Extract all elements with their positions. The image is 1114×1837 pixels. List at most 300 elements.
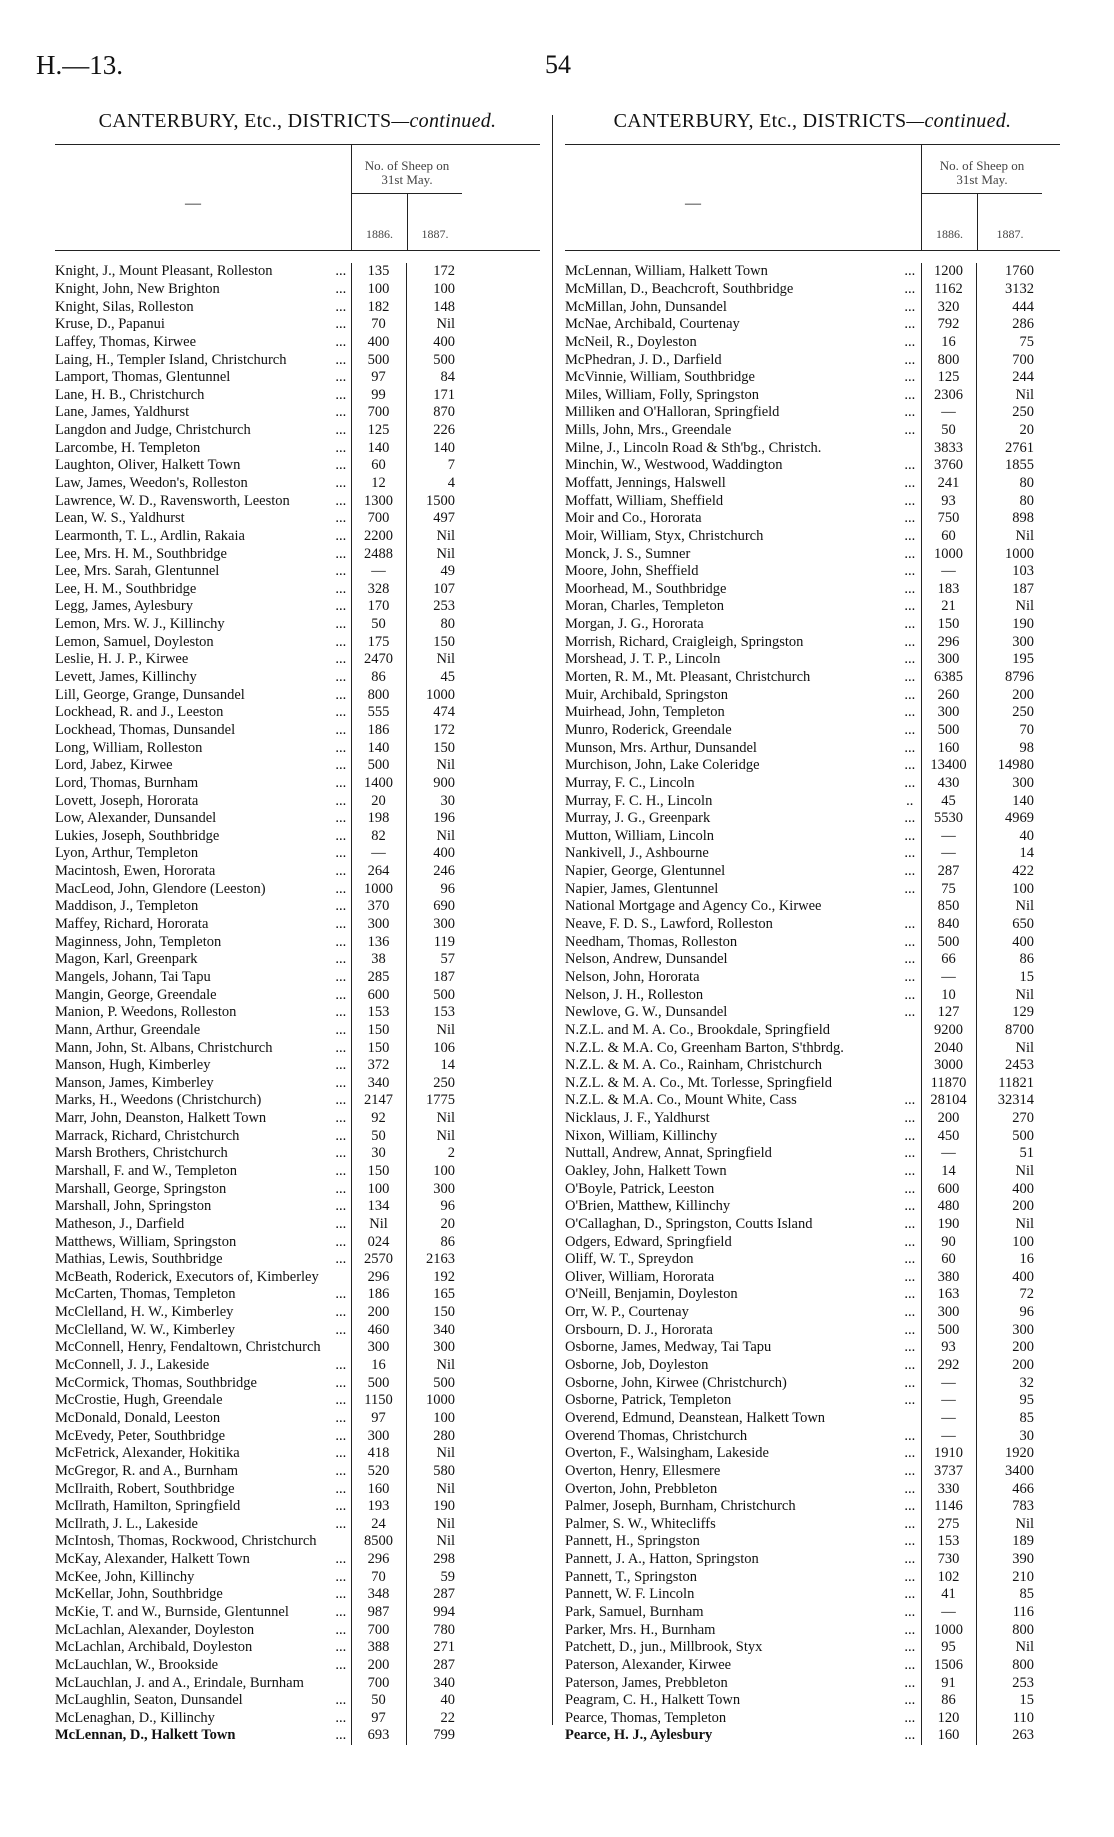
section-title [55,110,540,133]
table-row [55,969,461,987]
right-column [565,110,1060,1745]
table-row [565,545,1040,563]
sheep-1886-cell: 135 [351,263,406,281]
owner-name-cell: Monck, J. S., Sumner [565,545,691,562]
sheep-1887-cell: 119 [433,933,455,950]
owner-name-cell: Marshall, John, Springston [55,1198,212,1215]
sheep-table [565,263,1040,1745]
owner-name-cell: Minchin, W., Westwood, Waddington [565,457,783,474]
table-row [55,810,461,828]
table-row [55,1198,461,1216]
sheep-1886-cell: 380 [921,1269,976,1287]
sheep-1886-cell: 520 [351,1463,406,1481]
sheep-1886-cell: 600 [921,1180,976,1198]
sheep-1887-cell: Nil [436,545,455,562]
leader-dots-cell: ... [331,616,351,634]
leader-dots-cell: ... [331,704,351,722]
owner-name-cell: Pearce, Thomas, Templeton [565,1709,727,1726]
leader-dots-cell: ... [899,475,921,493]
owner-name-cell: O'Boyle, Patrick, Leeston [565,1180,715,1197]
owner-name-cell: Lamport, Thomas, Glentunnel [55,369,231,386]
owner-name-cell: Lemon, Samuel, Doyleston [55,633,214,650]
sheep-1886-cell: 136 [351,933,406,951]
sheep-1887-cell: 2761 [1005,439,1034,456]
sheep-1886-cell: — [921,1392,976,1410]
leader-dots-cell: ... [899,828,921,846]
sheep-1887-cell: 1000 [426,686,455,703]
sheep-1886-cell: — [921,1604,976,1622]
sheep-1887-cell: Nil [436,757,455,774]
sheep-1887-cell: 22 [440,1709,455,1726]
owner-name-cell: Long, William, Rolleston [55,739,203,756]
owner-name-cell: Knight, John, New Brighton [55,280,220,297]
owner-name-cell: McKie, T. and W., Burnside, Glentunnel [55,1604,289,1620]
sheep-1886-cell: 850 [921,898,976,916]
table-row [55,898,461,916]
owner-name-cell: Pannett, J. A., Hatton, Springston [565,1551,759,1568]
table-row [55,1339,461,1357]
sheep-1887-cell: 474 [433,704,455,721]
leader-dots-cell: ... [331,581,351,599]
owner-name-cell: Larcombe, H. Templeton [55,439,201,456]
sheep-1886-cell: 86 [921,1692,976,1710]
table-row [55,581,461,599]
sheep-1886-cell: 370 [351,898,406,916]
sheep-1886-cell: 99 [351,386,406,404]
owner-name-cell: Lee, Mrs. H. M., Southbridge [55,545,227,562]
sheep-1887-cell: 187 [1012,580,1034,597]
sheep-1887-cell: 799 [433,1727,455,1744]
sheep-1886-cell: 102 [921,1568,976,1586]
owner-name-cell: Lawrence, W. D., Ravensworth, Leeston [55,492,290,509]
sheep-1887-cell: 16 [1019,1251,1034,1268]
owner-name-cell: Peagram, C. H., Halkett Town [565,1692,741,1709]
sheep-count-label-line1: No. of Sheep on [364,158,450,173]
leader-dots-cell: ... [899,1339,921,1357]
leader-dots-cell: ... [331,1022,351,1040]
table-row [55,1515,461,1533]
owner-name-cell: Nuttall, Andrew, Annat, Springfield [565,1145,772,1162]
sheep-1887-cell: 250 [433,1074,455,1091]
table-row [55,986,461,1004]
leader-dots-cell: ... [331,1392,351,1410]
owner-name-cell: McConnell, Henry, Fendaltown, Christchurch [55,1339,321,1356]
table-row [55,334,461,352]
owner-name-cell: Laffey, Thomas, Kirwee [55,333,197,350]
table-row [55,1269,461,1287]
owner-name-cell: Marshall, F. and W., Templeton [55,1162,238,1179]
owner-name-cell: Paterson, James, Prebbleton [565,1674,728,1691]
table-row [55,757,461,775]
sheep-1887-cell: 11821 [998,1074,1034,1091]
sheep-1887-cell: Nil [436,316,455,333]
sheep-1887-cell: 171 [433,386,455,403]
table-row [565,1692,1040,1710]
owner-name-cell: Morten, R. M., Mt. Pleasant, Christchurch [565,669,811,686]
sheep-1886-cell: — [921,404,976,422]
leader-dots-cell: ... [899,880,921,898]
owner-name-cell: McKee, John, Killinchy [55,1568,195,1585]
table-row [565,1410,1040,1428]
leader-dots-cell: ... [899,1251,921,1269]
table-row [55,1180,461,1198]
sheep-1886-cell: 95 [921,1639,976,1657]
owner-name-cell: Lean, W. S., Yaldhurst [55,510,185,527]
sheep-1886-cell: 97 [351,1710,406,1728]
sheep-1887-cell: 80 [1019,475,1034,491]
leader-dots-cell [899,898,921,916]
leader-dots-cell: ... [331,545,351,563]
owner-name-cell: McLennan, D., Halkett Town [55,1727,236,1744]
sheep-1887-cell: 500 [433,986,455,1003]
table-row [55,1057,461,1075]
leader-dots-cell: ... [899,1568,921,1586]
owner-name-cell: Overton, Henry, Ellesmere [565,1462,721,1479]
sheep-1887-cell: 200 [1012,1198,1034,1215]
owner-name-cell: Nixon, William, Killinchy [565,1127,718,1144]
owner-name-cell: Nicklaus, J. F., Yaldhurst [565,1110,710,1127]
owner-name-cell: Laughton, Oliver, Halkett Town [55,457,241,474]
sheep-1887-cell: 1000 [426,1392,455,1409]
sheep-1887-cell: 80 [1019,492,1034,509]
sheep-1886-cell: 160 [351,1480,406,1498]
leader-dots-cell: ... [331,1639,351,1657]
owner-name-cell: Marshall, George, Springston [55,1180,227,1197]
owner-name-cell: McLachlan, Archibald, Doyleston [55,1639,253,1656]
sheep-1886-cell: 92 [351,1110,406,1128]
sheep-1886-cell: 2147 [351,1092,406,1110]
sheep-count-label [922,159,1042,187]
sheep-1886-cell: 987 [351,1604,406,1622]
table-row [55,633,461,651]
leader-dots-cell: ... [331,1657,351,1675]
sheep-1887-cell: 1500 [426,492,455,509]
section-title-suffix: —continued. [391,110,497,132]
leader-dots-cell [899,1039,921,1057]
leader-dots-cell: ... [899,1727,921,1745]
sheep-1887-cell: 100 [1012,1233,1034,1250]
leader-dots-cell: ... [899,316,921,334]
sheep-1886-cell: 340 [351,1074,406,1092]
sheep-1887-cell: 103 [1012,563,1034,580]
owner-name-cell: Pannett, W. F. Lincoln [565,1586,695,1603]
leader-dots-cell: ... [899,1233,921,1251]
sheep-1887-cell: 7 [447,457,455,474]
sheep-1887-cell: 900 [433,774,455,791]
leader-dots-cell: ... [899,1216,921,1234]
owner-name-cell: Lee, Mrs. Sarah, Glentunnel [55,563,220,580]
sheep-1886-cell: Nil [351,1216,406,1234]
sheep-1886-cell: 2306 [921,386,976,404]
sheep-1887-cell: 2163 [426,1251,455,1268]
leader-dots-cell: ... [331,1198,351,1216]
owner-name-cell: Murray, J. G., Greenpark [565,810,711,827]
owner-name-cell: Needham, Thomas, Rolleston [565,933,738,950]
owner-name-cell: O'Callaghan, D., Springston, Coutts Island [565,1215,813,1232]
leader-dots-cell: ... [331,1216,351,1234]
sheep-1887-cell: 2453 [1005,1057,1034,1074]
leader-dots-cell: ... [899,1304,921,1322]
leader-dots-cell: ... [899,563,921,581]
table-row [565,1568,1040,1586]
sheep-1886-cell: 41 [921,1586,976,1604]
table-row [55,704,461,722]
sheep-1887-cell: 780 [433,1621,455,1638]
owner-name-cell: Lane, James, Yaldhurst [55,404,190,421]
leader-dots-cell: ... [331,1604,351,1622]
leader-dots-cell: ... [899,457,921,475]
sheep-1887-cell: 400 [1012,933,1034,950]
sheep-1887-cell: Nil [1015,386,1034,403]
sheep-1887-cell: Nil [1015,898,1034,915]
leader-dots-cell: ... [899,510,921,528]
leader-dots-cell: ... [899,1498,921,1516]
table-row [55,1110,461,1128]
sheep-1886-cell: 50 [351,1692,406,1710]
leader-dots-cell: ... [331,598,351,616]
leader-dots-cell: ... [899,651,921,669]
table-row [565,1674,1040,1692]
sheep-1886-cell: 275 [921,1515,976,1533]
table-row [55,263,461,281]
table-row [55,298,461,316]
leader-dots-cell: ... [331,845,351,863]
leader-dots-cell: ... [899,1163,921,1181]
sheep-1886-cell: 1506 [921,1657,976,1675]
owner-name-cell: McCrostie, Hugh, Greendale [55,1392,223,1409]
leader-dots-cell: ... [331,1410,351,1428]
owner-name-cell: MacLeod, John, Glendore (Leeston) [55,880,266,897]
table-row [55,880,461,898]
owner-name-cell: McMillan, John, Dunsandel [565,298,727,315]
table-row [565,1092,1040,1110]
leader-dots-cell: ... [899,986,921,1004]
sheep-1887-cell: 116 [1012,1604,1034,1620]
sheep-1886-cell: — [921,969,976,987]
table-row [55,281,461,299]
sheep-1887-cell: 250 [1012,704,1034,721]
sheep-1886-cell: 1400 [351,775,406,793]
leader-dots-cell: ... [331,1710,351,1728]
sheep-1886-cell: 125 [921,369,976,387]
leader-dots-cell: ... [331,969,351,987]
sheep-1886-cell: 300 [351,1339,406,1357]
sheep-1886-cell: 348 [351,1586,406,1604]
owner-name-cell: Marks, H., Weedons (Christchurch) [55,1092,262,1109]
leader-dots-cell: ... [899,951,921,969]
leader-dots-cell: ... [331,563,351,581]
owner-name-cell: Milne, J., Lincoln Road & Sth'bg., Christch. [565,439,822,456]
owner-name-cell: Laing, H., Templer Island, Christchurch [55,351,287,368]
leader-dots-cell: ... [899,1551,921,1569]
leader-dots-cell: ... [331,916,351,934]
sheep-1886-cell: 38 [351,951,406,969]
sheep-1887-cell: 270 [1012,1110,1034,1127]
table-row [565,757,1040,775]
owner-name-cell: Nelson, J. H., Rolleston [565,986,704,1003]
table-row [55,792,461,810]
table-row [565,792,1040,810]
sheep-1886-cell: 100 [351,1180,406,1198]
table-row [55,1551,461,1569]
owner-name-cell: McLennan, William, Halkett Town [565,263,768,280]
sheep-1886-cell: 93 [921,1339,976,1357]
table-row [565,1586,1040,1604]
owner-name-cell: Pearce, H. J., Aylesbury [565,1727,713,1744]
leader-dots-cell: ... [331,739,351,757]
page-number: 54 [545,50,571,79]
sheep-1887-cell: 898 [1012,510,1034,527]
sheep-1887-cell: 4 [447,475,455,491]
table-row [565,563,1040,581]
table-row [565,739,1040,757]
leader-dots-cell [899,1410,921,1428]
column-divider [552,115,553,1725]
leader-dots-cell: ... [899,1392,921,1410]
owner-name-cell: Maffey, Richard, Hororata [55,916,209,933]
owner-name-cell: McNeil, R., Doyleston [565,333,697,350]
sheep-1887-cell: 84 [440,369,455,386]
sheep-1886-cell: 153 [921,1533,976,1551]
table-row [565,1251,1040,1269]
sheep-1887-cell: 150 [433,1304,455,1321]
sheep-1886-cell: 70 [351,316,406,334]
leader-dots-cell: ... [899,1004,921,1022]
sheep-1887-cell: Nil [436,827,455,844]
owner-name-cell: Leslie, H. J. P., Kirwee [55,651,189,668]
sheep-1887-cell: 192 [433,1268,455,1285]
sheep-1886-cell: 60 [921,1251,976,1269]
sheep-1887-cell: 300 [1012,774,1034,791]
sheep-1887-cell: 1000 [1005,545,1034,562]
sheep-1887-cell: Nil [436,1533,455,1550]
sheep-1886-cell: — [921,1374,976,1392]
table-row [565,1022,1040,1040]
sheep-1886-cell: 125 [351,422,406,440]
owner-name-cell: Oakley, John, Halkett Town [565,1162,727,1179]
table-row [565,1180,1040,1198]
leader-dots-cell: ... [331,1074,351,1092]
sheep-table-body [565,263,1040,1745]
leader-dots-cell: ... [899,1692,921,1710]
sheep-1887-cell: 400 [433,845,455,862]
sheep-1887-cell: 72 [1019,1286,1034,1303]
table-row [55,1163,461,1181]
year-1886-header: 1886. [366,227,393,241]
owner-name-cell: Manson, Hugh, Kimberley [55,1057,211,1074]
sheep-1887-cell: 650 [1012,916,1034,933]
sheep-1886-cell: 28104 [921,1092,976,1110]
owner-name-cell: Osborne, Job, Doyleston [565,1357,709,1374]
leader-dots-cell: ... [331,1427,351,1445]
owner-name-cell: Lord, Thomas, Burnham [55,774,199,791]
table-row [55,1233,461,1251]
sheep-1887-cell: 300 [433,1339,455,1356]
table-row [55,422,461,440]
leader-dots-cell: ... [899,1480,921,1498]
sheep-1886-cell: 66 [921,951,976,969]
sheep-1886-cell: 70 [351,1568,406,1586]
owner-name-cell: Mills, John, Mrs., Greendale [565,422,732,439]
sheep-1886-cell: 200 [351,1304,406,1322]
leader-dots-cell: ... [331,686,351,704]
sheep-1886-cell: 16 [351,1357,406,1375]
sheep-1887-cell: 400 [433,333,455,350]
table-header [55,144,540,251]
table-row [565,334,1040,352]
owner-name-cell: Lee, H. M., Southbridge [55,580,197,597]
leader-dots-cell: ... [331,863,351,881]
leader-dots-cell: ... [899,1321,921,1339]
sheep-1887-cell: 172 [433,263,455,280]
section-title [565,110,1060,133]
owner-name-cell: Munro, Roderick, Greendale [565,721,732,738]
table-row [55,528,461,546]
sheep-1886-cell: 50 [351,1127,406,1145]
leader-dots-cell [899,1057,921,1075]
owner-name-cell: Pannett, H., Springston [565,1533,700,1550]
sheep-1887-cell: 86 [440,1233,455,1250]
table-row [565,1286,1040,1304]
sheep-1887-cell: 1775 [426,1092,455,1109]
sheep-1886-cell: 91 [921,1674,976,1692]
leader-dots-cell: ... [899,757,921,775]
owner-name-cell: Moffatt, William, Sheffield [565,492,724,509]
sheep-1887-cell: 95 [1019,1392,1034,1409]
sheep-1887-cell: Nil [1015,1039,1034,1056]
sheep-1886-cell: 127 [921,1004,976,1022]
sheep-1886-cell: 840 [921,916,976,934]
table-row [565,633,1040,651]
sheep-1887-cell: 187 [433,968,455,985]
sheep-1887-cell: 30 [1019,1427,1034,1444]
table-row [55,933,461,951]
sheep-1886-cell: 287 [921,863,976,881]
owner-name-cell: Palmer, S. W., Whitecliffs [565,1515,716,1532]
sheep-1887-cell: 497 [433,510,455,527]
table-row [565,1463,1040,1481]
sheep-1887-cell: 870 [433,404,455,421]
owner-name-cell: Napier, George, Glentunnel [565,863,726,880]
sheep-1886-cell: 6385 [921,669,976,687]
sheep-1886-cell: 1162 [921,281,976,299]
sheep-1887-cell: 444 [1012,298,1034,315]
table-row [565,1127,1040,1145]
table-row [55,1004,461,1022]
sheep-1887-cell: 300 [433,916,455,933]
leader-dots-cell: ... [331,986,351,1004]
sheep-1887-cell: 96 [440,880,455,897]
leader-dots-cell: ... [331,457,351,475]
sheep-1887-cell: 100 [1012,880,1034,897]
sheep-1887-cell: 40 [1019,827,1034,844]
leader-dots-cell: ... [899,581,921,599]
owner-name-cell: McEvedy, Peter, Southbridge [55,1427,226,1444]
sheep-1886-cell: 1200 [921,263,976,281]
leader-dots-cell: ... [899,1657,921,1675]
table-row [565,898,1040,916]
sheep-1887-cell: 1855 [1005,457,1034,474]
table-row [55,1710,461,1728]
leader-dots-cell: ... [331,1039,351,1057]
sheep-1886-cell: 372 [351,1057,406,1075]
table-row [55,828,461,846]
sheep-1887-cell: 580 [433,1462,455,1479]
sheep-1887-cell: 148 [433,298,455,315]
table-row [565,1163,1040,1181]
sheep-1886-cell: 198 [351,810,406,828]
leader-dots-cell: ... [899,863,921,881]
